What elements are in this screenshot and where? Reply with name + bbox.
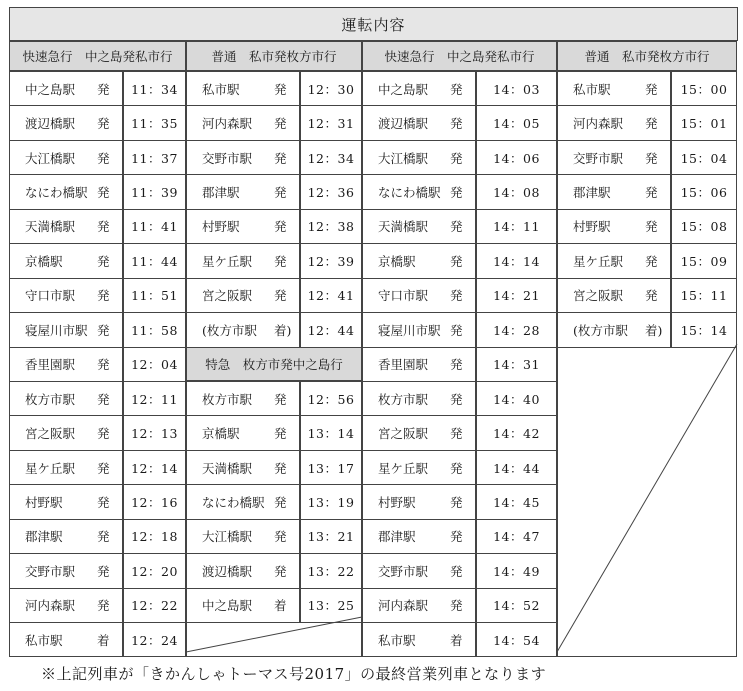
station-cell [362,71,476,106]
station-cell [362,209,476,244]
arrival-departure-mark: 発 [450,357,463,373]
column-header: 普通 私市発枚方市行 [557,41,737,71]
station-name: 私市駅 [25,632,63,648]
time-cell: 14：44 [476,450,557,485]
station-name: 村野駅 [573,219,611,235]
arrival-departure-mark: 発 [97,288,110,304]
station-cell [186,415,300,450]
station-cell [186,588,300,623]
time-cell: 12：24 [123,622,186,657]
station-name: 郡津駅 [202,185,240,201]
station-name: 渡辺橋駅 [25,116,76,132]
station-cell [362,140,476,175]
time-cell: 12：18 [123,519,186,554]
arrival-departure-mark: 発 [274,116,287,132]
arrival-departure-mark: 発 [450,460,463,476]
time-cell: 12：11 [123,381,186,416]
time-cell: 12：13 [123,415,186,450]
arrival-departure-mark: 着 [450,632,463,648]
time-cell: 12：39 [300,243,362,278]
arrival-departure-mark: 発 [274,494,287,510]
station-name: なにわ橋駅 [378,185,441,201]
arrival-departure-mark: 発 [274,253,287,269]
station-cell [362,519,476,554]
station-cell [186,450,300,485]
station-name: 交野市駅 [202,150,253,166]
arrival-departure-mark: 発 [450,116,463,132]
station-name: 河内森駅 [25,598,76,614]
time-cell: 11：34 [123,71,186,106]
station-cell [9,105,123,140]
time-cell: 14：45 [476,484,557,519]
time-cell: 15：08 [671,209,737,244]
station-name: 村野駅 [25,494,63,510]
station-name: 私市駅 [202,81,240,97]
station-cell [186,553,300,588]
station-name: 郡津駅 [378,529,416,545]
station-name: 大江橋駅 [378,150,429,166]
station-cell [9,484,123,519]
station-cell [9,209,123,244]
arrival-departure-mark: 発 [450,81,463,97]
station-name: 私市駅 [378,632,416,648]
column-header: 快速急行 中之島発私市行 [362,41,557,71]
station-name: 大江橋駅 [25,150,76,166]
time-cell: 14：40 [476,381,557,416]
arrival-departure-mark: 着 [274,598,287,614]
station-name: (枚方市駅 [202,322,257,338]
time-cell: 13：19 [300,484,362,519]
station-cell [9,278,123,313]
time-cell: 14：03 [476,71,557,106]
time-cell: 14：06 [476,140,557,175]
time-cell: 12：16 [123,484,186,519]
station-name: 星ケ丘駅 [573,253,624,269]
column-header: 快速急行 中之島発私市行 [9,41,186,71]
arrival-departure-mark: 発 [274,529,287,545]
time-cell: 15：06 [671,174,737,209]
arrival-departure-mark: 発 [97,185,110,201]
station-name: 香里園駅 [378,357,429,373]
station-cell [362,588,476,623]
station-name: 中之島駅 [378,81,429,97]
station-cell [9,71,123,106]
time-cell: 14：31 [476,347,557,382]
table-title: 運転内容 [9,7,738,41]
station-cell [186,243,300,278]
station-name: 京橋駅 [202,426,240,442]
arrival-departure-mark: 発 [97,529,110,545]
time-cell: 12：04 [123,347,186,382]
arrival-departure-mark: 発 [97,426,110,442]
empty-cell [557,347,737,658]
arrival-departure-mark: 発 [97,116,110,132]
station-name: 渡辺橋駅 [378,116,429,132]
time-cell: 14：42 [476,415,557,450]
arrival-departure-mark: 発 [97,150,110,166]
station-name: 星ケ丘駅 [378,460,429,476]
station-name: 寝屋川市駅 [25,322,88,338]
station-cell [186,381,300,416]
arrival-departure-mark: 発 [274,219,287,235]
time-cell: 15：01 [671,105,737,140]
station-name: なにわ橋駅 [25,185,88,201]
station-cell [9,243,123,278]
arrival-departure-mark: 発 [645,219,658,235]
arrival-departure-mark: 発 [450,253,463,269]
station-cell [362,174,476,209]
station-cell [186,484,300,519]
arrival-departure-mark: 発 [274,391,287,407]
time-cell: 14：08 [476,174,557,209]
time-cell: 15：14 [671,312,737,347]
station-name: 星ケ丘駅 [202,253,253,269]
time-cell: 11：41 [123,209,186,244]
station-cell [9,519,123,554]
time-cell: 14：21 [476,278,557,313]
arrival-departure-mark: 発 [274,81,287,97]
station-cell [9,415,123,450]
time-cell: 12：41 [300,278,362,313]
station-name: 交野市駅 [25,563,76,579]
arrival-departure-mark: 着) [645,322,663,338]
station-name: 枚方市駅 [25,391,76,407]
arrival-departure-mark: 発 [450,598,463,614]
time-cell: 14：28 [476,312,557,347]
arrival-departure-mark: 発 [97,391,110,407]
arrival-departure-mark: 発 [97,357,110,373]
time-cell: 14：47 [476,519,557,554]
time-cell: 14：54 [476,622,557,657]
station-cell [362,278,476,313]
station-name: 寝屋川市駅 [378,322,441,338]
station-name: 香里園駅 [25,357,76,373]
arrival-departure-mark: 発 [450,529,463,545]
time-cell: 13：14 [300,415,362,450]
station-cell [362,450,476,485]
time-cell: 13：22 [300,553,362,588]
arrival-departure-mark: 発 [97,563,110,579]
arrival-departure-mark: 発 [450,288,463,304]
station-name: 宮之阪駅 [25,426,76,442]
station-cell [9,347,123,382]
station-name: 大江橋駅 [202,529,253,545]
station-cell [9,312,123,347]
station-name: なにわ橋駅 [202,494,265,510]
arrival-departure-mark: 発 [450,391,463,407]
station-cell [186,71,300,106]
station-cell [9,622,123,657]
time-cell: 14：49 [476,553,557,588]
station-name: 天満橋駅 [25,219,76,235]
time-cell: 11：51 [123,278,186,313]
station-cell [186,519,300,554]
station-cell [362,381,476,416]
time-cell: 12：44 [300,312,362,347]
station-name: 渡辺橋駅 [202,563,253,579]
station-name: 河内森駅 [573,116,624,132]
time-cell: 12：20 [123,553,186,588]
station-name: 京橋駅 [378,253,416,269]
station-name: 宮之阪駅 [202,288,253,304]
column-header: 普通 私市発枚方市行 [186,41,362,71]
station-cell [557,105,671,140]
arrival-departure-mark: 発 [97,494,110,510]
time-cell: 12：56 [300,381,362,416]
arrival-departure-mark: 発 [450,426,463,442]
station-name: 交野市駅 [378,563,429,579]
station-name: 交野市駅 [573,150,624,166]
station-cell [557,174,671,209]
arrival-departure-mark: 発 [97,460,110,476]
arrival-departure-mark: 発 [97,253,110,269]
station-cell [557,140,671,175]
arrival-departure-mark: 発 [97,322,110,338]
station-name: 天満橋駅 [378,219,429,235]
arrival-departure-mark: 発 [450,185,463,201]
arrival-departure-mark: 発 [450,322,463,338]
station-cell [557,243,671,278]
station-cell [557,71,671,106]
station-cell [362,105,476,140]
time-cell: 15：00 [671,71,737,106]
arrival-departure-mark: 発 [274,185,287,201]
station-cell [362,622,476,657]
arrival-departure-mark: 発 [645,253,658,269]
station-name: 郡津駅 [25,529,63,545]
arrival-departure-mark: 発 [450,219,463,235]
station-name: 郡津駅 [573,185,611,201]
station-cell [186,105,300,140]
arrival-departure-mark: 着 [97,632,110,648]
arrival-departure-mark: 発 [645,288,658,304]
station-name: 河内森駅 [202,116,253,132]
empty-cell [186,622,362,657]
station-cell [9,174,123,209]
time-cell: 12：38 [300,209,362,244]
arrival-departure-mark: 発 [97,598,110,614]
arrival-departure-mark: 発 [274,288,287,304]
station-cell [186,140,300,175]
time-cell: 12：30 [300,71,362,106]
station-name: 守口市駅 [378,288,429,304]
time-cell: 14：14 [476,243,557,278]
station-name: 京橋駅 [25,253,63,269]
time-cell: 12：31 [300,105,362,140]
time-cell: 11：37 [123,140,186,175]
station-cell [557,278,671,313]
footnote: ※上記列車が「きかんしゃトーマス号2017」の最終営業列車となります [41,665,547,683]
time-cell: 15：04 [671,140,737,175]
station-cell [362,415,476,450]
arrival-departure-mark: 発 [645,116,658,132]
arrival-departure-mark: 発 [274,460,287,476]
station-cell [557,209,671,244]
station-cell [186,174,300,209]
station-name: 中之島駅 [202,598,253,614]
time-cell: 14：11 [476,209,557,244]
station-cell [186,278,300,313]
station-cell [186,312,300,347]
time-cell: 13：25 [300,588,362,623]
arrival-departure-mark: 発 [97,219,110,235]
station-cell [9,450,123,485]
station-name: 宮之阪駅 [573,288,624,304]
arrival-departure-mark: 発 [450,494,463,510]
station-cell [9,553,123,588]
station-cell [557,312,671,347]
arrival-departure-mark: 発 [645,185,658,201]
time-cell: 13：21 [300,519,362,554]
station-name: 星ケ丘駅 [25,460,76,476]
time-cell: 11：44 [123,243,186,278]
station-cell [9,140,123,175]
station-name: 私市駅 [573,81,611,97]
time-cell: 13：17 [300,450,362,485]
station-name: 守口市駅 [25,288,76,304]
station-name: 枚方市駅 [202,391,253,407]
station-name: 村野駅 [378,494,416,510]
time-cell: 11：58 [123,312,186,347]
station-cell [362,243,476,278]
arrival-departure-mark: 発 [450,563,463,579]
station-name: 河内森駅 [378,598,429,614]
arrival-departure-mark: 発 [645,150,658,166]
time-cell: 15：11 [671,278,737,313]
station-name: 中之島駅 [25,81,76,97]
station-cell [362,312,476,347]
station-cell [9,588,123,623]
time-cell: 15：09 [671,243,737,278]
station-cell [186,209,300,244]
station-name: 天満橋駅 [202,460,253,476]
arrival-departure-mark: 発 [274,150,287,166]
time-cell: 12：22 [123,588,186,623]
arrival-departure-mark: 発 [450,150,463,166]
time-cell: 12：36 [300,174,362,209]
station-cell [362,347,476,382]
arrival-departure-mark: 着) [274,322,292,338]
station-name: (枚方市駅 [573,322,628,338]
arrival-departure-mark: 発 [274,426,287,442]
arrival-departure-mark: 発 [274,563,287,579]
time-cell: 14：52 [476,588,557,623]
time-cell: 12：34 [300,140,362,175]
station-cell [9,381,123,416]
time-cell: 11：35 [123,105,186,140]
time-cell: 14：05 [476,105,557,140]
time-cell: 12：14 [123,450,186,485]
station-name: 村野駅 [202,219,240,235]
station-cell [362,553,476,588]
arrival-departure-mark: 発 [97,81,110,97]
station-name: 宮之阪駅 [378,426,429,442]
column-header: 特急 枚方市発中之島行 [186,347,362,381]
arrival-departure-mark: 発 [645,81,658,97]
time-cell: 11：39 [123,174,186,209]
station-name: 枚方市駅 [378,391,429,407]
station-cell [362,484,476,519]
